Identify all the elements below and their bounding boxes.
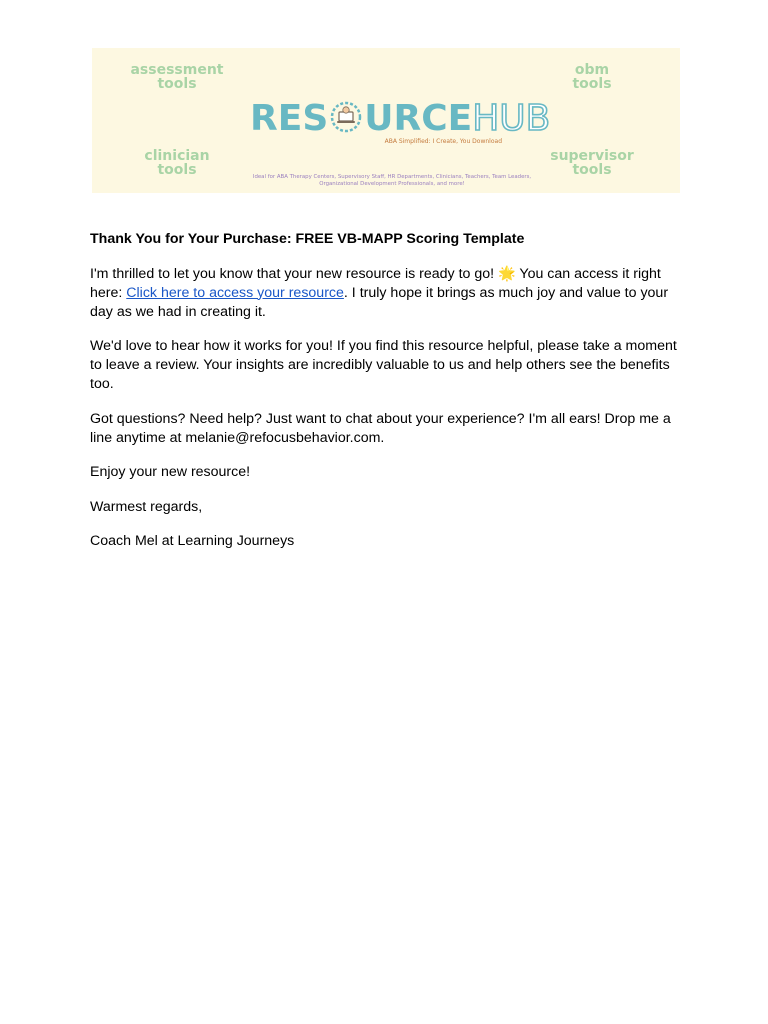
- logo-text-hub: HUB: [472, 98, 551, 139]
- resource-hub-logo: [250, 98, 550, 140]
- paragraph-enjoy: Enjoy your new resource!: [90, 464, 251, 480]
- paragraph-text: . I truly hope it brings as much joy and value to your day as we had in creating it.: [90, 284, 669, 320]
- paragraph-resource-ready: [90, 265, 682, 322]
- paragraph-review-request: We'd love to hear how it works for you! If you find this resource helpful, please take a moment to leave a review. Your insights are incredibly valuable to us and help others see the benefits too.: [90, 338, 677, 392]
- audience-line-2: Organizational Development Professionals, and more!: [319, 181, 465, 187]
- banner-label-supervisor-tools: supervisor tools: [550, 148, 634, 178]
- audience-line-1: Ideal for ABA Therapy Centers, Supervisory Staff, HR Departments, Clinicians, Teachers, Team Leaders,: [252, 174, 532, 180]
- banner-tagline: ABA Simplified: I Create, You Download: [384, 138, 502, 145]
- resource-hub-banner: [92, 48, 680, 193]
- star-icon: 🌟: [498, 265, 516, 282]
- banner-label-clinician-tools: clinician tools: [144, 148, 210, 178]
- banner-label-obm-tools: obm tools: [572, 62, 612, 92]
- laptop-character-icon: [329, 100, 363, 134]
- logo-text-urce: URCE: [364, 98, 473, 139]
- paragraph-contact: Got questions? Need help? Just want to chat about your experience? I'm all ears! Drop me a line anytime at melanie@refocusbehavior.com.: [90, 410, 671, 446]
- signature: Coach Mel at Learning Journeys: [90, 533, 295, 549]
- email-body: [90, 230, 682, 567]
- paragraph-text: You can access it right here:: [90, 265, 661, 301]
- email-headline: Thank You for Your Purchase: FREE VB-MAPP Scoring Template: [90, 231, 525, 247]
- banner-audience-text: [192, 174, 592, 188]
- banner-label-assessment-tools: assessment tools: [130, 62, 224, 92]
- logo-text-res: RES: [250, 98, 329, 139]
- access-resource-link[interactable]: Click here to access your resource: [126, 284, 344, 301]
- closing-regards: Warmest regards,: [90, 498, 203, 515]
- paragraph-text: I'm thrilled to let you know that your new resource is ready to go!: [90, 265, 499, 282]
